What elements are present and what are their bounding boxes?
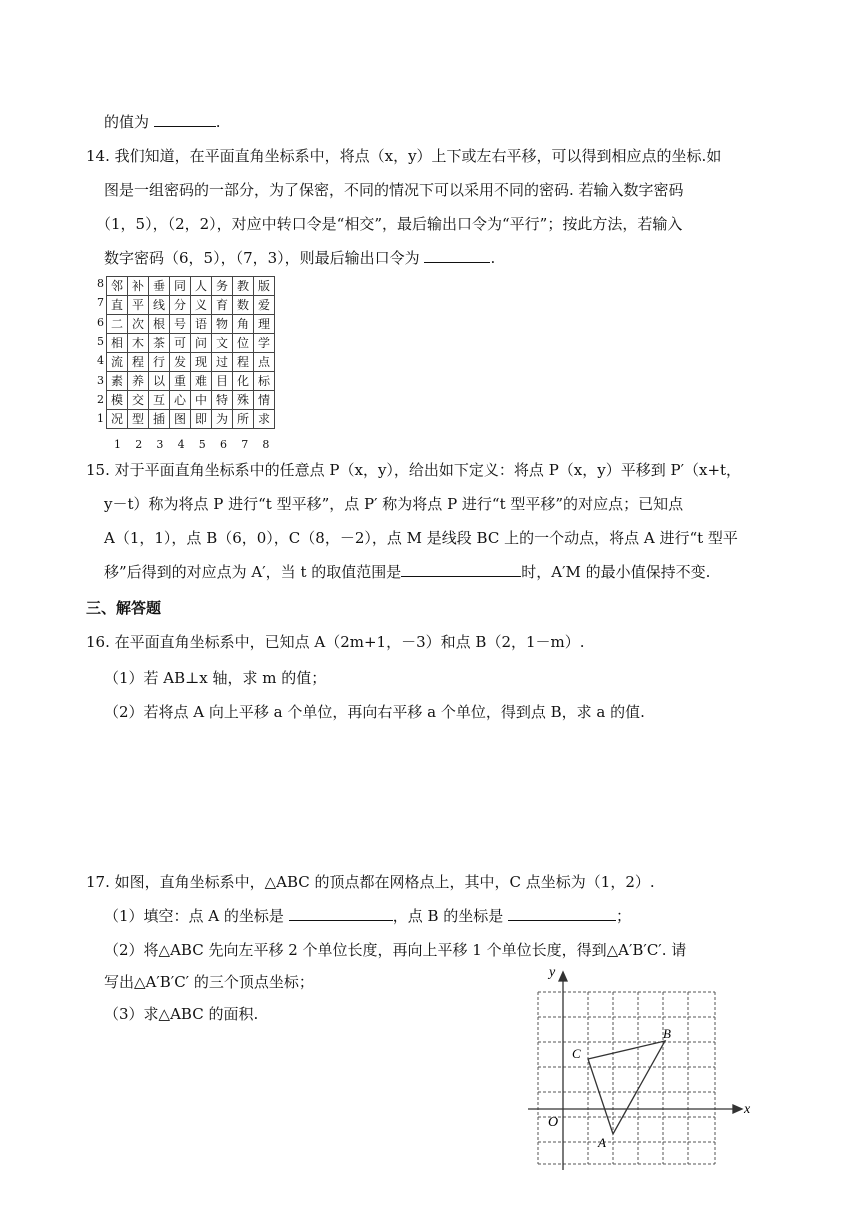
q14-line3: （1，5），（2，2），对应中转口令是“相交”，最后输出口令为“平行”；按此方法，若输入	[96, 215, 683, 233]
cipher-cell: 木	[128, 334, 149, 353]
axes	[528, 972, 742, 1170]
cipher-row-number: 4	[97, 354, 104, 368]
cipher-col-number: 4	[177, 438, 185, 451]
cipher-cell: 目	[212, 372, 233, 391]
cipher-cell: 插	[149, 410, 170, 429]
answer-blank[interactable]	[154, 112, 216, 127]
point-b-label: B	[663, 1026, 671, 1041]
answer-blank-a[interactable]	[289, 906, 393, 921]
cipher-cell: 行	[149, 353, 170, 372]
cipher-cell: 难	[191, 372, 212, 391]
cipher-cell: 分	[170, 296, 191, 315]
cipher-cell: 养	[128, 372, 149, 391]
cipher-cell: 义	[191, 296, 212, 315]
cipher-cell: 物	[212, 315, 233, 334]
cipher-row-number: 3	[97, 373, 104, 387]
cipher-cell: 交	[128, 391, 149, 410]
q17-part2-line1: （2）将△ABC 先向左平移 2 个单位长度，再向上平移 1 个单位长度，得到△A′B′C′. 请	[104, 941, 687, 959]
cipher-row-number: 5	[97, 334, 104, 348]
q17-part3: （3）求△ABC 的面积.	[104, 1005, 259, 1023]
cipher-cell: 特	[212, 391, 233, 410]
q15-line3: A（1，1），点 B（6，0），C（8，－2），点 M 是线段 BC 上的一个动点，将点 A 进行“t 型平	[104, 529, 738, 547]
cipher-cell: 线	[149, 296, 170, 315]
origin-label: O	[548, 1115, 559, 1130]
q14-line4: 数字密码（6，5），（7，3），则最后输出口令为 .	[104, 249, 496, 267]
cipher-table	[106, 276, 275, 429]
cipher-cell: 茶	[149, 334, 170, 353]
cipher-row-number: 6	[97, 315, 104, 329]
cipher-cell: 况	[107, 410, 128, 429]
cipher-cell: 发	[170, 353, 191, 372]
cipher-cell: 过	[212, 353, 233, 372]
y-axis-label: y	[549, 965, 556, 980]
cipher-cell: 同	[170, 277, 191, 296]
cipher-cell: 流	[107, 353, 128, 372]
point-c-label: C	[572, 1046, 581, 1061]
cipher-cell: 次	[128, 315, 149, 334]
cipher-cell: 点	[254, 353, 275, 372]
q14-line1: 14. 我们知道，在平面直角坐标系中，将点（x，y）上下或左右平移，可以得到相应点的坐标.如	[86, 147, 722, 165]
cipher-cell: 根	[149, 315, 170, 334]
cipher-cell: 平	[128, 296, 149, 315]
cipher-cell: 语	[191, 315, 212, 334]
q15-line2: y－t）称为将点 P 进行“t 型平移”，点 P′ 称为将点 P 进行“t 型平移”的对应点；已知点	[104, 495, 684, 513]
cipher-cell: 程	[128, 353, 149, 372]
q16-part2: （2）若将点 A 向上平移 a 个单位，再向右平移 a 个单位，得到点 B，求 a 的值.	[104, 703, 645, 721]
cipher-cell: 数	[233, 296, 254, 315]
cipher-cell: 为	[212, 410, 233, 429]
cipher-cell: 文	[212, 334, 233, 353]
cipher-cell: 图	[170, 410, 191, 429]
cipher-row	[107, 334, 275, 353]
cipher-cell: 补	[128, 277, 149, 296]
coordinate-figure	[520, 962, 760, 1172]
q16-stem: 16. 在平面直角坐标系中，已知点 A（2m+1，－3）和点 B（2，1－m）.	[86, 633, 585, 651]
cipher-cell: 爱	[254, 296, 275, 315]
cipher-row	[107, 277, 275, 296]
q13-tail: 的值为 .	[104, 113, 221, 131]
q17-stem: 17. 如图，直角坐标系中，△ABC 的顶点都在网格点上，其中，C 点坐标为（1，2）.	[86, 873, 655, 891]
answer-blank[interactable]	[401, 562, 521, 577]
q17-part1: （1）填空：点 A 的坐标是 ，点 B 的坐标是 ；	[104, 907, 632, 925]
cipher-cell: 程	[233, 353, 254, 372]
cipher-cell: 人	[191, 277, 212, 296]
cipher-cell: 理	[254, 315, 275, 334]
cipher-col-number: 5	[198, 438, 206, 451]
cipher-col-number: 1	[114, 438, 121, 451]
cipher-cell: 教	[233, 277, 254, 296]
q16-part1: （1）若 AB⊥x 轴，求 m 的值；	[104, 669, 327, 687]
cipher-cell: 以	[149, 372, 170, 391]
answer-blank[interactable]	[424, 248, 490, 263]
cipher-cell: 可	[170, 334, 191, 353]
cipher-cell: 位	[233, 334, 254, 353]
cipher-cell: 角	[233, 315, 254, 334]
cipher-cell: 邻	[107, 277, 128, 296]
cipher-cell: 相	[107, 334, 128, 353]
triangle-abc	[588, 1041, 665, 1134]
cipher-col-number: 6	[220, 438, 227, 451]
grid	[538, 992, 715, 1164]
cipher-cell: 所	[233, 410, 254, 429]
section-title: 三、解答题	[86, 599, 162, 617]
cipher-cell: 号	[170, 315, 191, 334]
x-axis-label: x	[744, 1102, 751, 1117]
cipher-row	[107, 372, 275, 391]
cipher-cell: 素	[107, 372, 128, 391]
cipher-cell: 标	[254, 372, 275, 391]
answer-blank-b[interactable]	[508, 906, 616, 921]
cipher-cell: 版	[254, 277, 275, 296]
cipher-cell: 重	[170, 372, 191, 391]
cipher-col-number: 2	[135, 438, 143, 451]
cipher-row	[107, 410, 275, 429]
cipher-cell: 殊	[233, 391, 254, 410]
cipher-cell: 垂	[149, 277, 170, 296]
cipher-cell: 学	[254, 334, 275, 353]
cipher-cell: 情	[254, 391, 275, 410]
cipher-col-number: 3	[156, 438, 164, 451]
cipher-cell: 即	[191, 410, 212, 429]
cipher-cell: 求	[254, 410, 275, 429]
point-a-label: A	[598, 1135, 606, 1150]
cipher-row	[107, 353, 275, 372]
q14-line2: 图是一组密码的一部分，为了保密，不同的情况下可以采用不同的密码. 若输入数字密码	[104, 181, 684, 199]
cipher-row-number: 2	[97, 392, 104, 406]
cipher-col-number: 8	[262, 438, 270, 451]
cipher-cell: 二	[107, 315, 128, 334]
q17-part2-line2: 写出△A′B′C′ 的三个顶点坐标；	[104, 973, 314, 991]
cipher-cell: 化	[233, 372, 254, 391]
cipher-cell: 心	[170, 391, 191, 410]
cipher-cell: 育	[212, 296, 233, 315]
cipher-cell: 型	[128, 410, 149, 429]
q15-line1: 15. 对于平面直角坐标系中的任意点 P（x，y），给出如下定义：将点 P（x，y）平移到 P′（x+t，	[86, 461, 742, 479]
q15-line4: 移”后得到的对应点为 A′，当 t 的取值范围是 时，A′M 的最小值保持不变.	[104, 563, 711, 581]
cipher-row	[107, 391, 275, 410]
cipher-row-number: 8	[97, 277, 104, 290]
cipher-cell: 直	[107, 296, 128, 315]
cipher-cell: 模	[107, 391, 128, 410]
cipher-row	[107, 315, 275, 334]
cipher-cell: 问	[191, 334, 212, 353]
cipher-cell: 互	[149, 391, 170, 410]
cipher-row-number: 1	[97, 412, 104, 426]
cipher-row	[107, 296, 275, 315]
cipher-cell: 务	[212, 277, 233, 296]
cipher-cell: 中	[191, 391, 212, 410]
cipher-row-number: 7	[97, 296, 104, 310]
cipher-cell: 现	[191, 353, 212, 372]
cipher-col-number: 7	[241, 438, 249, 451]
